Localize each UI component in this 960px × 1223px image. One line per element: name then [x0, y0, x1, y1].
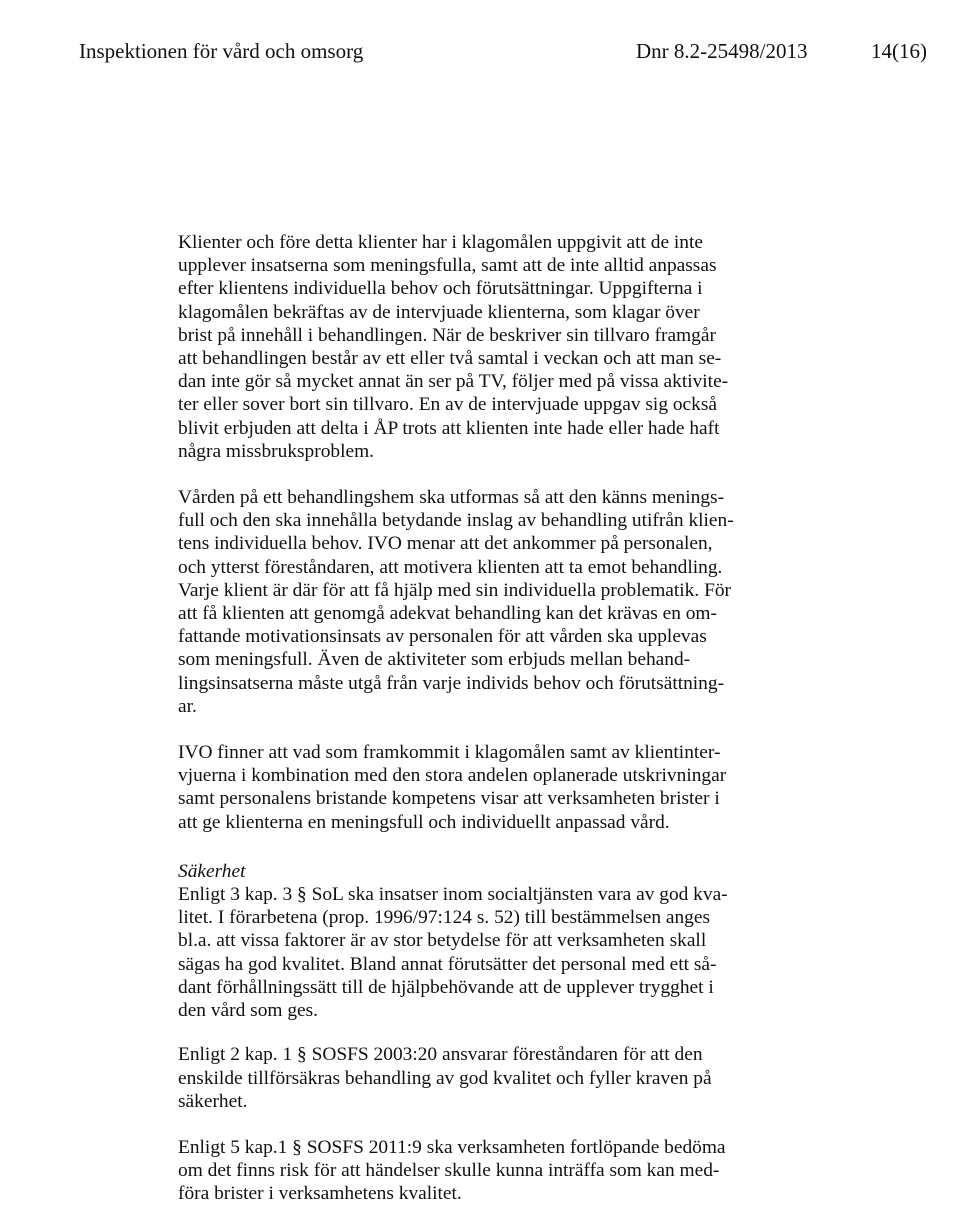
- header-reference-number: Dnr 8.2-25498/2013: [636, 39, 808, 63]
- document-body: [178, 231, 760, 1206]
- text-line: att ge klienterna en meningsfull och individuellt anpassad vård.: [178, 811, 670, 833]
- text-line: ar.: [178, 695, 197, 717]
- text-line: upplever insatserna som meningsfulla, samt att de inte alltid anpassas: [178, 255, 717, 277]
- text-line: efter klientens individuella behov och förutsättningar. Uppgifterna i: [178, 278, 703, 300]
- text-line: att få klienten att genomgå adekvat behandling kan det krävas en om-: [178, 603, 717, 625]
- text-line: litet. I förarbetena (prop. 1996/97:124 s. 52) till bestämmelsen anges: [178, 907, 711, 929]
- text-line: dan inte gör så mycket annat än ser på TV, följer med på vissa aktivite-: [178, 371, 729, 393]
- text-line: Enligt 5 kap.1 § SOSFS 2011:9 ska verksamheten fortlöpande bedöma: [178, 1136, 726, 1158]
- text-line: blivit erbjuden att delta i ÅP trots att klienten inte hade eller hade haft: [178, 417, 720, 439]
- text-line: Enligt 2 kap. 1 § SOSFS 2003:20 ansvarar föreståndaren för att den: [178, 1044, 703, 1066]
- text-line: föra brister i verksamhetens kvalitet.: [178, 1183, 462, 1205]
- text-line: säkerhet.: [178, 1090, 248, 1112]
- header-page-number: 14(16): [871, 39, 927, 63]
- paragraph-spacer: [178, 1113, 760, 1136]
- text-line: dant förhållningssätt till de hjälpbehövande att de upplever trygghet i: [178, 976, 714, 998]
- text-line: att behandlingen består av ett eller två samtal i veckan och att man se-: [178, 348, 722, 370]
- section-heading-safety: Säkerhet: [178, 860, 246, 882]
- text-line: lingsinsatserna måste utgå från varje individs behov och förutsättning-: [178, 672, 725, 694]
- text-line: några missbruksproblem.: [178, 440, 375, 462]
- text-line: enskilde tillförsäkras behandling av god kvalitet och fyller kraven på: [178, 1067, 712, 1089]
- text-line: som meningsfull. Även de aktiviteter som erbjuds mellan behand-: [178, 649, 691, 671]
- paragraph-sosfs-2011: [178, 1136, 760, 1206]
- paragraph-complaints: [178, 231, 760, 463]
- text-line: och ytterst föreståndaren, att motivera klienten att ta emot behandling.: [178, 556, 723, 578]
- paragraph-care-design: [178, 486, 760, 718]
- paragraph-safety: [178, 860, 760, 1022]
- text-line: klagomålen bekräftas av de intervjuade klienterna, som klagar över: [178, 301, 700, 323]
- paragraph-spacer: [178, 718, 760, 741]
- text-line: Klienter och före detta klienter har i klagomålen uppgivit att de inte: [178, 232, 703, 253]
- paragraph-spacer: [178, 1022, 760, 1043]
- text-line: ter eller sover bort sin tillvaro. En av de intervjuade uppgav sig också: [178, 394, 718, 416]
- page-header: [79, 36, 927, 66]
- text-line: IVO finner att vad som framkommit i klagomålen samt av klientinter-: [178, 742, 721, 764]
- text-line: samt personalens bristande kompetens visar att verksamheten brister i: [178, 788, 720, 810]
- text-line: Vården på ett behandlingshem ska utformas så att den känns menings-: [178, 487, 725, 509]
- paragraph-spacer: [178, 834, 760, 860]
- text-line: sägas ha god kvalitet. Bland annat förutsätter det personal med ett så-: [178, 953, 717, 975]
- text-line: vjuerna i kombination med den stora andelen oplanerade utskrivningar: [178, 765, 727, 787]
- text-line: brist på innehåll i behandlingen. När de beskriver sin tillvaro framgår: [178, 324, 716, 346]
- text-line: tens individuella behov. IVO menar att det ankommer på personalen,: [178, 533, 713, 555]
- paragraph-spacer: [178, 463, 760, 486]
- text-line: om det finns risk för att händelser skulle kunna inträffa som kan med-: [178, 1160, 720, 1182]
- text-line: fattande motivationsinsats av personalen för att vården ska upplevas: [178, 626, 707, 648]
- paragraph-ivo-finding: [178, 741, 760, 834]
- text-line: Varje klient är där för att få hjälp med sin individuella problematik. För: [178, 579, 732, 601]
- text-line: full och den ska innehålla betydande inslag av behandling utifrån klien-: [178, 510, 734, 532]
- text-line: Enligt 3 kap. 3 § SoL ska insatser inom socialtjänsten vara av god kva-: [178, 884, 728, 906]
- text-line: den vård som ges.: [178, 1000, 319, 1022]
- paragraph-sosfs-2003: [178, 1043, 760, 1113]
- text-line: bl.a. att vissa faktorer är av stor betydelse för att verksamheten skall: [178, 930, 707, 952]
- header-organization: Inspektionen för vård och omsorg: [79, 39, 364, 63]
